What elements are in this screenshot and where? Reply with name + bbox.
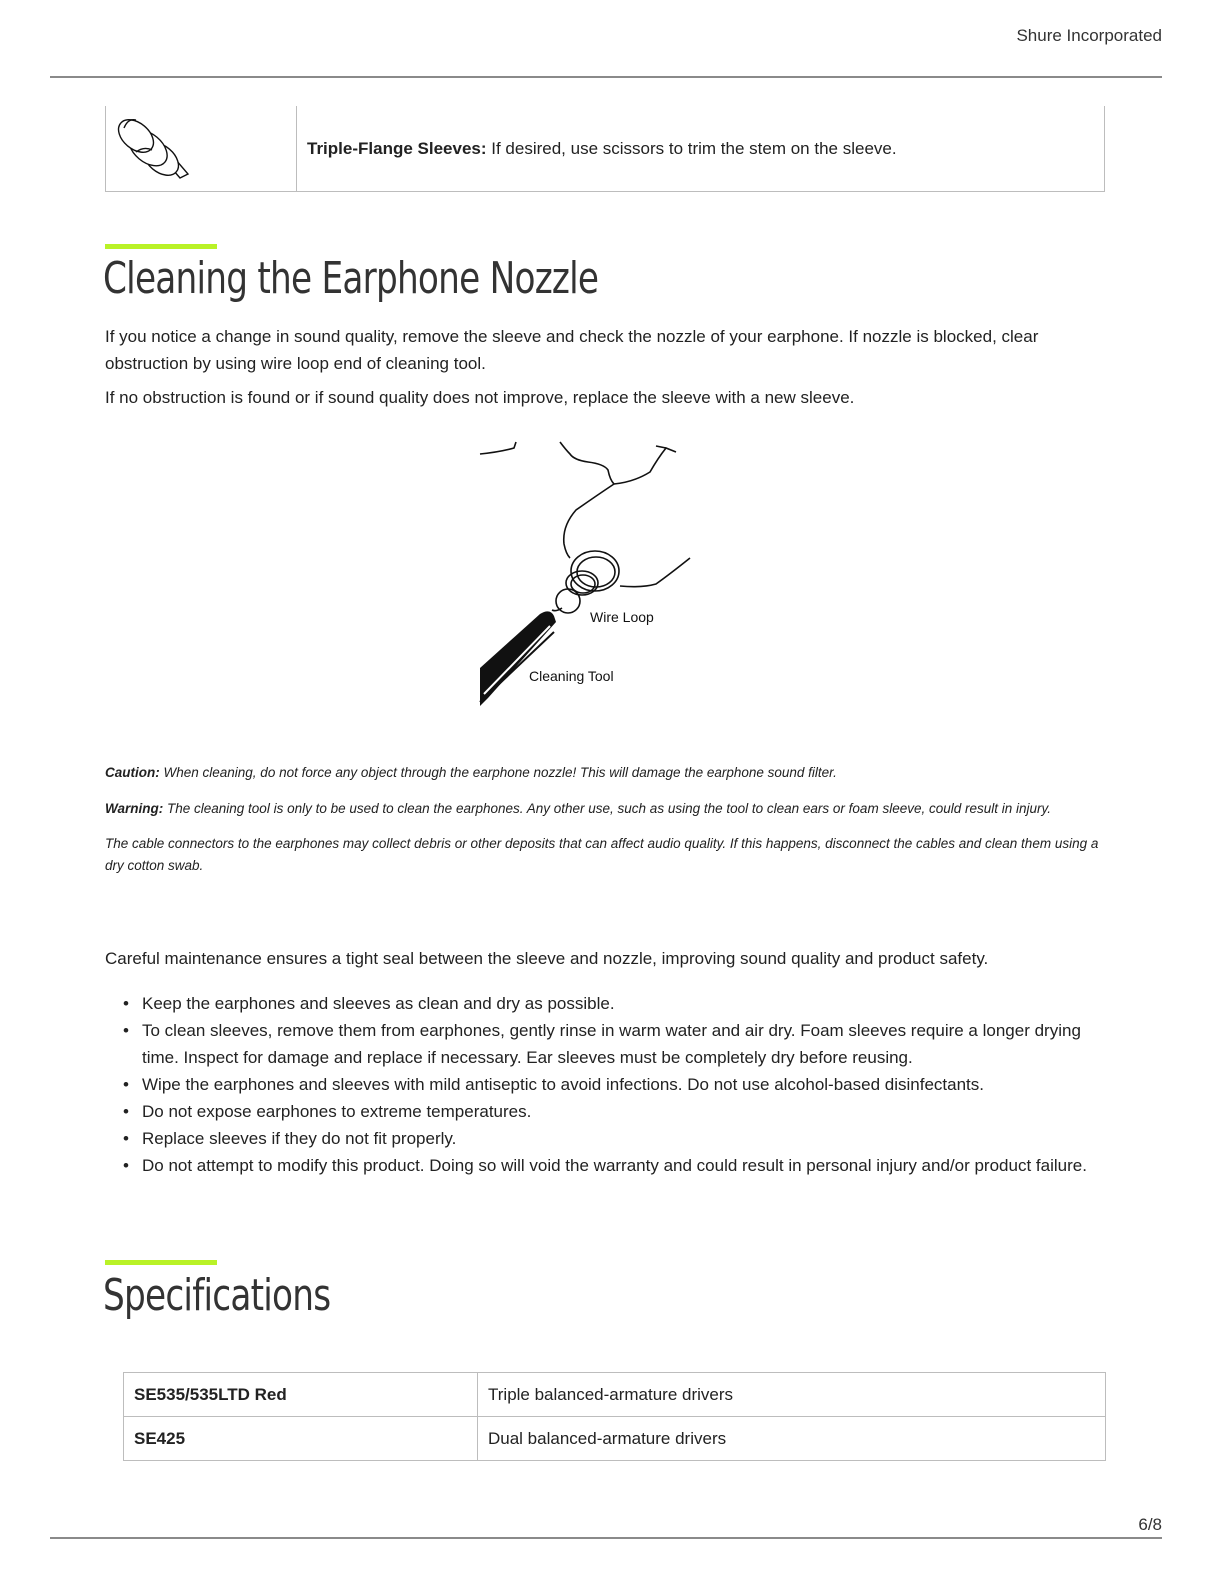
maintenance-intro: Careful maintenance ensures a tight seal between the sleeve and nozzle, improving sound quality and product safety. (105, 949, 989, 968)
table-row (106, 106, 1105, 192)
sleeve-table (105, 106, 1105, 192)
warning-text: The cleaning tool is only to be used to clean the earphones. Any other use, such as using the tool to clean ears or foam sleeve, could result in injury. (163, 801, 1052, 816)
list-item (105, 990, 1105, 1017)
bullet-marker: • (123, 994, 129, 1013)
table-row (124, 1417, 1106, 1461)
footer-divider (50, 1537, 1162, 1539)
sleeve-text-cell (297, 106, 1105, 192)
sleeve-title: Triple-Flange Sleeves: (307, 138, 487, 158)
list-item-text: To clean sleeves, remove them from earphones, gently rinse in warm water and air dry. Foam sleeves require a longer drying time. Inspect for damage and replace if necessary. Ear sleeves must be completely dry before reusing. (142, 1021, 1081, 1067)
cable-connector-note: The cable connectors to the earphones may collect debris or other deposits that can affect audio quality. If this happens, disconnect the cables and clean them using a dry cotton swab. (105, 836, 1099, 873)
warning-label: Warning: (105, 801, 164, 816)
list-item-text: Do not attempt to modify this product. Doing so will void the warranty and could result in personal injury and/or product failure. (142, 1156, 1087, 1175)
list-item (105, 1152, 1105, 1179)
spec-model-cell: SE535/535LTD Red (124, 1373, 478, 1417)
bullet-marker: • (123, 1075, 129, 1094)
bullet-marker: • (123, 1156, 129, 1175)
cleaning-paragraph-1: If you notice a change in sound quality, remove the sleeve and check the nozzle of your earphone. If nozzle is blocked, clear obstruction by using wire loop end of cleaning tool. (105, 327, 1039, 373)
list-item-text: Wipe the earphones and sleeves with mild antiseptic to avoid infections. Do not use alcohol-based disinfectants. (142, 1075, 984, 1094)
bullet-marker: • (123, 1102, 129, 1121)
bullet-marker: • (123, 1129, 129, 1148)
header-divider (50, 76, 1162, 78)
heading-accent-bar (105, 1260, 217, 1265)
maintenance-list (105, 990, 1105, 1179)
cleaning-tool-label: Cleaning Tool (529, 668, 614, 684)
heading-accent-bar (105, 244, 217, 249)
company-name: Shure Incorporated (1016, 26, 1162, 45)
list-item (105, 1071, 1105, 1098)
caution-text: When cleaning, do not force any object through the earphone nozzle! This will damage the earphone sound filter. (159, 765, 837, 780)
bullet-marker: • (123, 1021, 129, 1040)
caution-note (105, 762, 1115, 784)
cleaning-heading: Cleaning the Earphone Nozzle (103, 253, 599, 304)
list-item-text: Replace sleeves if they do not fit properly. (142, 1129, 457, 1148)
cleaning-tool-illustration (470, 436, 710, 712)
spec-value-cell: Dual balanced-armature drivers (478, 1417, 1106, 1461)
sleeve-text: If desired, use scissors to trim the stem on the sleeve. (486, 138, 897, 158)
caution-label: Caution: (105, 765, 160, 780)
specifications-heading: Specifications (103, 1270, 331, 1321)
list-item (105, 1098, 1105, 1125)
cleaning-paragraph-2: If no obstruction is found or if sound quality does not improve, replace the sleeve with a new sleeve. (105, 388, 855, 407)
list-item (105, 1017, 1105, 1071)
spec-model-cell: SE425 (124, 1417, 478, 1461)
table-row (124, 1373, 1106, 1417)
list-item (105, 1125, 1105, 1152)
list-item-text: Do not expose earphones to extreme temperatures. (142, 1102, 532, 1121)
page-number: 6/8 (1138, 1515, 1162, 1534)
spec-value-cell: Triple balanced-armature drivers (478, 1373, 1106, 1417)
list-item-text: Keep the earphones and sleeves as clean and dry as possible. (142, 994, 615, 1013)
sleeve-image-cell (106, 106, 297, 192)
warning-note (105, 798, 1115, 820)
specifications-table (123, 1372, 1106, 1461)
triple-flange-sleeve-icon (106, 106, 296, 186)
wire-loop-label: Wire Loop (590, 609, 654, 625)
